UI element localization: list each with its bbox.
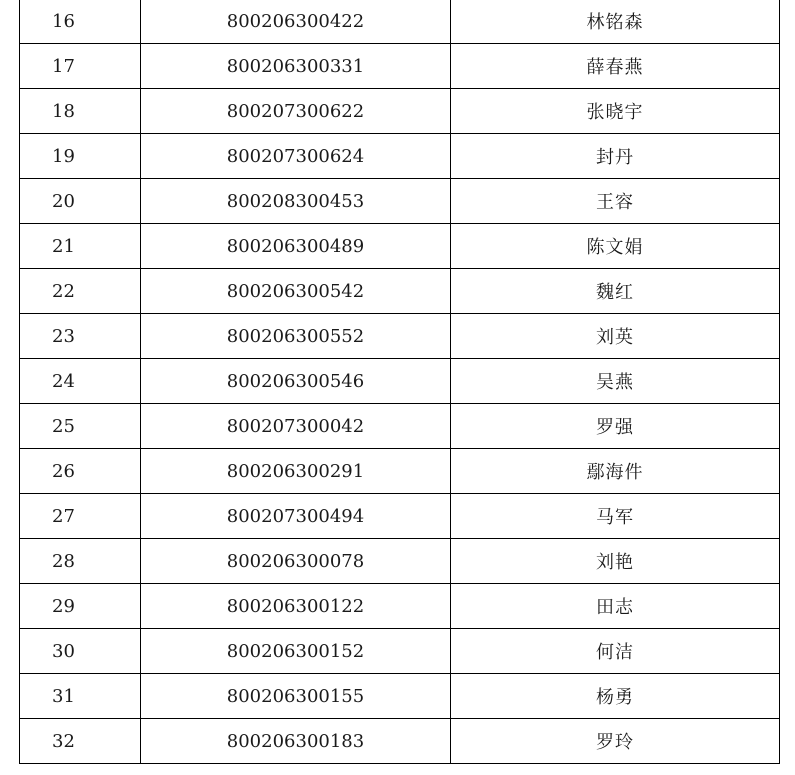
row-number-cell: 23 <box>20 314 141 359</box>
table-row <box>20 314 780 359</box>
table-row <box>20 719 780 764</box>
id-number-cell: 800206300078 <box>141 539 451 584</box>
id-number-cell: 800206300122 <box>141 584 451 629</box>
row-number-cell: 28 <box>20 539 141 584</box>
row-number-cell: 32 <box>20 719 141 764</box>
row-number-cell: 19 <box>20 134 141 179</box>
table-row <box>20 224 780 269</box>
id-number-cell: 800207300624 <box>141 134 451 179</box>
row-number-cell: 25 <box>20 404 141 449</box>
table-row <box>20 449 780 494</box>
name-cell: 鄢海件 <box>451 449 780 494</box>
id-number-cell: 800206300552 <box>141 314 451 359</box>
id-number-cell: 800208300453 <box>141 179 451 224</box>
table-row <box>20 89 780 134</box>
table-row <box>20 134 780 179</box>
id-number-cell: 800207300622 <box>141 89 451 134</box>
id-number-cell: 800206300183 <box>141 719 451 764</box>
name-cell: 马军 <box>451 494 780 539</box>
row-number-cell: 21 <box>20 224 141 269</box>
table-row <box>20 359 780 404</box>
table-row <box>20 179 780 224</box>
name-cell: 王容 <box>451 179 780 224</box>
row-number-cell: 27 <box>20 494 141 539</box>
row-number-cell: 26 <box>20 449 141 494</box>
id-number-cell: 800206300422 <box>141 0 451 44</box>
row-number-cell: 20 <box>20 179 141 224</box>
table-row <box>20 269 780 314</box>
roster-table-body <box>20 0 780 764</box>
name-cell: 吴燕 <box>451 359 780 404</box>
row-number-cell: 22 <box>20 269 141 314</box>
table-row <box>20 404 780 449</box>
row-number-cell: 17 <box>20 44 141 89</box>
name-cell: 刘英 <box>451 314 780 359</box>
name-cell: 罗玲 <box>451 719 780 764</box>
id-number-cell: 800206300152 <box>141 629 451 674</box>
name-cell: 田志 <box>451 584 780 629</box>
table-row <box>20 674 780 719</box>
name-cell: 杨勇 <box>451 674 780 719</box>
table-row <box>20 44 780 89</box>
name-cell: 魏红 <box>451 269 780 314</box>
name-cell: 罗强 <box>451 404 780 449</box>
id-number-cell: 800206300489 <box>141 224 451 269</box>
row-number-cell: 30 <box>20 629 141 674</box>
name-cell: 薛春燕 <box>451 44 780 89</box>
id-number-cell: 800206300331 <box>141 44 451 89</box>
name-cell: 封丹 <box>451 134 780 179</box>
row-number-cell: 24 <box>20 359 141 404</box>
roster-table <box>19 0 780 764</box>
row-number-cell: 16 <box>20 0 141 44</box>
id-number-cell: 800206300291 <box>141 449 451 494</box>
table-row <box>20 0 780 44</box>
name-cell: 陈文娟 <box>451 224 780 269</box>
table-row <box>20 584 780 629</box>
id-number-cell: 800206300542 <box>141 269 451 314</box>
table-row <box>20 539 780 584</box>
id-number-cell: 800207300494 <box>141 494 451 539</box>
table-row <box>20 629 780 674</box>
name-cell: 刘艳 <box>451 539 780 584</box>
id-number-cell: 800206300155 <box>141 674 451 719</box>
table-row <box>20 494 780 539</box>
name-cell: 何洁 <box>451 629 780 674</box>
row-number-cell: 31 <box>20 674 141 719</box>
name-cell: 林铭森 <box>451 0 780 44</box>
id-number-cell: 800207300042 <box>141 404 451 449</box>
row-number-cell: 18 <box>20 89 141 134</box>
id-number-cell: 800206300546 <box>141 359 451 404</box>
row-number-cell: 29 <box>20 584 141 629</box>
name-cell: 张晓宇 <box>451 89 780 134</box>
